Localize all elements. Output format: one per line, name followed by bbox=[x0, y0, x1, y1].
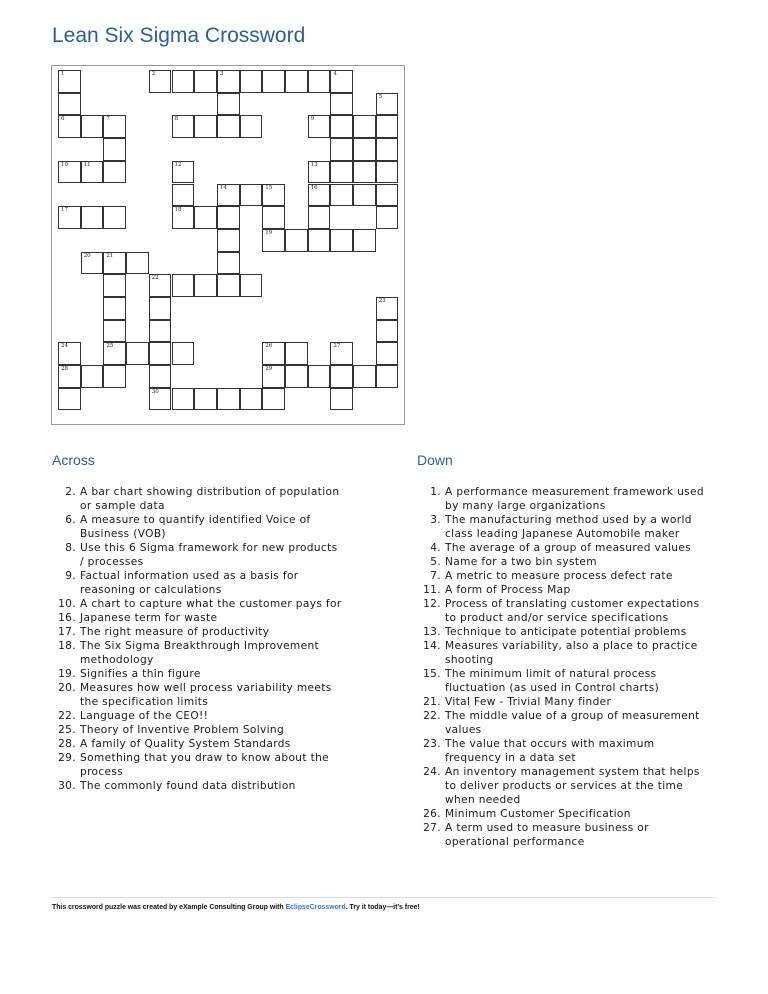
clue-text: Measures how well process variability meets bbox=[80, 682, 332, 694]
down-clue bbox=[417, 485, 717, 513]
grid-cell[interactable] bbox=[172, 70, 195, 93]
grid-cell[interactable] bbox=[172, 184, 195, 207]
clue-text: Factual information used as a basis for bbox=[80, 570, 299, 582]
grid-cell[interactable] bbox=[376, 93, 399, 116]
clue-text: The commonly found data distribution bbox=[80, 780, 296, 792]
grid-cell[interactable] bbox=[58, 70, 81, 93]
clue-number: 12. bbox=[423, 598, 441, 610]
grid-cell[interactable] bbox=[376, 206, 399, 229]
footer-credit bbox=[52, 904, 420, 911]
cell-number: 28 bbox=[61, 366, 68, 373]
footer-suffix: . Try it today—it’s free! bbox=[345, 904, 420, 911]
clue-text: Technique to anticipate potential problems bbox=[445, 626, 687, 638]
clue-number: 15. bbox=[423, 668, 441, 680]
across-heading: Across bbox=[52, 452, 95, 468]
cell-number: 9 bbox=[310, 116, 315, 123]
grid-cell[interactable] bbox=[353, 365, 376, 388]
grid-cell[interactable] bbox=[330, 229, 353, 252]
cell-number: 3 bbox=[219, 71, 224, 77]
across-clue bbox=[52, 751, 402, 779]
across-clue bbox=[52, 639, 402, 667]
clue-number: 27. bbox=[423, 822, 441, 834]
footer-prefix: This crossword puzzle was created by eXample Consulting Group with bbox=[52, 904, 286, 911]
grid-cell[interactable] bbox=[353, 229, 376, 252]
grid-cell[interactable] bbox=[58, 342, 81, 365]
across-clue bbox=[52, 611, 402, 625]
cell-number: 2 bbox=[151, 71, 156, 77]
grid-cell[interactable] bbox=[262, 229, 285, 252]
page-title: Lean Six Sigma Crossword bbox=[52, 24, 306, 47]
grid-cell[interactable] bbox=[330, 138, 353, 161]
grid-cell[interactable] bbox=[353, 184, 376, 207]
down-clue bbox=[417, 737, 717, 765]
grid-cell[interactable] bbox=[103, 274, 126, 297]
grid-cell[interactable] bbox=[172, 115, 195, 138]
grid-cell[interactable] bbox=[330, 93, 353, 116]
clue-text: the specification limits bbox=[80, 696, 209, 708]
grid-cell[interactable] bbox=[149, 388, 172, 411]
clue-text: methodology bbox=[80, 654, 154, 666]
down-heading: Down bbox=[417, 452, 453, 468]
cell-number: 21 bbox=[106, 252, 114, 259]
clue-text: Use this 6 Sigma framework for new products bbox=[80, 542, 338, 554]
grid-cell[interactable] bbox=[330, 365, 353, 388]
grid-cell[interactable] bbox=[172, 388, 195, 411]
grid-cell[interactable] bbox=[330, 115, 353, 138]
footer-divider bbox=[51, 897, 716, 898]
clue-number: 20. bbox=[58, 682, 76, 694]
down-clue bbox=[417, 667, 717, 695]
grid-cell[interactable] bbox=[262, 184, 285, 207]
grid-cell[interactable] bbox=[81, 161, 104, 184]
clue-number: 9. bbox=[65, 570, 76, 582]
grid-cell[interactable] bbox=[240, 70, 263, 93]
clue-text: operational performance bbox=[445, 836, 585, 848]
grid-cell[interactable] bbox=[376, 320, 399, 343]
grid-cell[interactable] bbox=[103, 138, 126, 161]
cell-number: 1 bbox=[61, 71, 65, 77]
cell-number: 25 bbox=[106, 343, 114, 350]
down-clue bbox=[417, 807, 717, 821]
clue-text: A family of Quality System Standards bbox=[80, 738, 291, 750]
clue-number: 30. bbox=[58, 780, 76, 792]
grid-cell[interactable] bbox=[103, 206, 126, 229]
grid-cell[interactable] bbox=[308, 70, 331, 93]
grid-cell[interactable] bbox=[308, 184, 331, 207]
grid-cell[interactable] bbox=[353, 161, 376, 184]
clue-number: 29. bbox=[58, 752, 76, 764]
clue-text: Minimum Customer Specification bbox=[445, 808, 631, 820]
grid-cell[interactable] bbox=[330, 184, 353, 207]
grid-cell[interactable] bbox=[103, 252, 126, 275]
clue-number: 10. bbox=[58, 598, 76, 610]
grid-cell[interactable] bbox=[330, 161, 353, 184]
down-clue bbox=[417, 639, 717, 667]
cell-number: 22 bbox=[151, 275, 159, 282]
grid-cell[interactable] bbox=[58, 115, 81, 138]
grid-cell[interactable] bbox=[262, 342, 285, 365]
clue-text: Business (VOB) bbox=[80, 528, 166, 540]
clue-text: The minimum limit of natural process bbox=[445, 668, 657, 680]
clue-number: 8. bbox=[65, 542, 76, 554]
grid-cell[interactable] bbox=[81, 252, 104, 275]
grid-cell[interactable] bbox=[262, 365, 285, 388]
clue-number: 6. bbox=[65, 514, 76, 526]
across-clue bbox=[52, 541, 402, 569]
clue-number: 2. bbox=[65, 486, 76, 498]
cell-number: 18 bbox=[174, 207, 182, 214]
clue-number: 22. bbox=[423, 710, 441, 722]
clue-number: 13. bbox=[423, 626, 441, 638]
grid-cell[interactable] bbox=[240, 388, 263, 411]
grid-cell[interactable] bbox=[217, 70, 240, 93]
grid-cell[interactable] bbox=[262, 388, 285, 411]
clue-text: by many large organizations bbox=[445, 500, 606, 512]
clue-text: Theory of Inventive Problem Solving bbox=[80, 724, 285, 736]
clue-number: 14. bbox=[423, 640, 441, 652]
cell-number: 13 bbox=[310, 161, 318, 168]
clue-number: 28. bbox=[58, 738, 76, 750]
clue-text: shooting bbox=[445, 654, 494, 666]
across-clue bbox=[52, 737, 402, 751]
clue-number: 19. bbox=[58, 668, 76, 680]
grid-cell[interactable] bbox=[217, 206, 240, 229]
grid-cell[interactable] bbox=[217, 388, 240, 411]
grid-cell[interactable] bbox=[308, 115, 331, 138]
clue-text: The manufacturing method used by a world bbox=[445, 514, 692, 526]
grid-cell[interactable] bbox=[353, 115, 376, 138]
cell-number: 29 bbox=[265, 366, 273, 373]
clue-text: to deliver products or services at the time bbox=[445, 780, 684, 792]
cell-number: 26 bbox=[265, 343, 273, 350]
grid-cell[interactable] bbox=[172, 274, 195, 297]
clue-number: 16. bbox=[58, 612, 76, 624]
clue-text: class leading Japanese Automobile maker bbox=[445, 528, 680, 540]
grid-cell[interactable] bbox=[217, 93, 240, 116]
clue-number: 24. bbox=[423, 766, 441, 778]
cell-number: 12 bbox=[174, 161, 182, 168]
grid-cell[interactable] bbox=[330, 342, 353, 365]
down-clue bbox=[417, 541, 717, 555]
clue-number: 18. bbox=[58, 640, 76, 652]
across-clue bbox=[52, 709, 402, 723]
across-clue-list bbox=[52, 485, 402, 793]
cell-number: 30 bbox=[151, 388, 159, 395]
grid-cell[interactable] bbox=[376, 138, 399, 161]
down-clue bbox=[417, 583, 717, 597]
grid-cell[interactable] bbox=[149, 297, 172, 320]
clue-text: process bbox=[80, 766, 124, 778]
grid-cell[interactable] bbox=[81, 206, 104, 229]
grid-cell[interactable] bbox=[172, 342, 195, 365]
clue-number: 11. bbox=[423, 584, 441, 596]
grid-cell[interactable] bbox=[376, 342, 399, 365]
clue-number: 17. bbox=[58, 626, 76, 638]
across-clue bbox=[52, 597, 402, 611]
down-clue bbox=[417, 513, 717, 541]
grid-cell[interactable] bbox=[58, 365, 81, 388]
across-clue bbox=[52, 513, 402, 541]
clue-text: Signifies a thin figure bbox=[80, 668, 201, 680]
grid-cell[interactable] bbox=[126, 252, 149, 275]
grid-cell[interactable] bbox=[376, 297, 399, 320]
clue-text: Name for a two bin system bbox=[445, 556, 597, 568]
grid-cell[interactable] bbox=[194, 70, 217, 93]
grid-cell[interactable] bbox=[149, 274, 172, 297]
grid-cell[interactable] bbox=[58, 93, 81, 116]
clue-text: or sample data bbox=[80, 500, 165, 512]
grid-cell[interactable] bbox=[353, 138, 376, 161]
grid-cell[interactable] bbox=[81, 365, 104, 388]
down-clue bbox=[417, 569, 717, 583]
grid-cell[interactable] bbox=[172, 161, 195, 184]
clue-number: 23. bbox=[423, 738, 441, 750]
clue-text: Vital Few - Trivial Many finder bbox=[445, 696, 612, 708]
cell-number: 17 bbox=[61, 207, 68, 214]
grid-cell[interactable] bbox=[240, 274, 263, 297]
clue-number: 4. bbox=[430, 542, 441, 554]
grid-cell[interactable] bbox=[81, 115, 104, 138]
grid-cell[interactable] bbox=[149, 342, 172, 365]
across-clue bbox=[52, 779, 402, 793]
down-clue bbox=[417, 625, 717, 639]
clue-text: Measures variability, also a place to practice bbox=[445, 640, 698, 652]
clue-text: A term used to measure business or bbox=[445, 822, 649, 834]
clue-number: 7. bbox=[430, 570, 441, 582]
cell-number: 10 bbox=[61, 161, 68, 168]
across-clue bbox=[52, 723, 402, 737]
grid-cell[interactable] bbox=[376, 115, 399, 138]
grid-cell[interactable] bbox=[172, 206, 195, 229]
grid-cell[interactable] bbox=[217, 115, 240, 138]
clue-text: The middle value of a group of measurement bbox=[445, 710, 700, 722]
grid-cell[interactable] bbox=[330, 70, 353, 93]
clue-text: A form of Process Map bbox=[445, 584, 571, 596]
clue-number: 21. bbox=[423, 696, 441, 708]
grid-cell[interactable] bbox=[262, 206, 285, 229]
clue-number: 25. bbox=[58, 724, 76, 736]
cell-number: 15 bbox=[265, 184, 273, 191]
grid-cell[interactable] bbox=[240, 115, 263, 138]
cell-number: 27 bbox=[333, 343, 341, 350]
clue-text: Japanese term for waste bbox=[80, 612, 218, 624]
grid-cell[interactable] bbox=[194, 388, 217, 411]
cell-number: 23 bbox=[378, 298, 386, 304]
clue-text: A metric to measure process defect rate bbox=[445, 570, 673, 582]
grid-cell[interactable] bbox=[217, 274, 240, 297]
grid-cell[interactable] bbox=[58, 388, 81, 411]
down-clue bbox=[417, 765, 717, 807]
grid-cell[interactable] bbox=[103, 365, 126, 388]
grid-cell[interactable] bbox=[149, 365, 172, 388]
grid-cell[interactable] bbox=[308, 161, 331, 184]
grid-cell[interactable] bbox=[285, 342, 308, 365]
down-clue bbox=[417, 821, 717, 849]
clue-text: The Six Sigma Breakthrough Improvement bbox=[80, 640, 320, 652]
clue-number: 3. bbox=[430, 514, 441, 526]
grid-cell[interactable] bbox=[103, 297, 126, 320]
clue-text: frequency in a data set bbox=[445, 752, 576, 764]
clue-text: The average of a group of measured values bbox=[445, 542, 692, 554]
cell-number: 16 bbox=[310, 184, 318, 191]
grid-cell[interactable] bbox=[240, 184, 263, 207]
grid-cell[interactable] bbox=[217, 184, 240, 207]
grid-cell[interactable] bbox=[103, 320, 126, 343]
grid-cell[interactable] bbox=[217, 252, 240, 275]
grid-cell[interactable] bbox=[149, 70, 172, 93]
down-clue bbox=[417, 555, 717, 569]
clue-text: An inventory management system that helps bbox=[445, 766, 700, 778]
clue-number: 5. bbox=[430, 556, 441, 568]
clue-text: Process of translating customer expectations bbox=[445, 598, 700, 610]
cell-number: 11 bbox=[83, 161, 91, 168]
cell-number: 14 bbox=[219, 184, 227, 191]
down-clue bbox=[417, 597, 717, 625]
down-clue bbox=[417, 695, 717, 709]
grid-cell[interactable] bbox=[58, 161, 81, 184]
grid-cell[interactable] bbox=[262, 70, 285, 93]
clue-text: Something that you draw to know about the bbox=[80, 752, 330, 764]
clue-number: 1. bbox=[430, 486, 441, 498]
grid-cell[interactable] bbox=[149, 320, 172, 343]
clue-text: A measure to quantify identified Voice of bbox=[80, 514, 311, 526]
clue-number: 26. bbox=[423, 808, 441, 820]
clue-number: 22. bbox=[58, 710, 76, 722]
grid-cell[interactable] bbox=[217, 229, 240, 252]
grid-cell[interactable] bbox=[376, 365, 399, 388]
grid-cell[interactable] bbox=[285, 365, 308, 388]
clue-text: The right measure of productivity bbox=[80, 626, 270, 638]
down-clue-list bbox=[417, 485, 717, 849]
grid-cell[interactable] bbox=[103, 161, 126, 184]
cell-number: 24 bbox=[61, 343, 68, 350]
across-clue bbox=[52, 485, 402, 513]
across-clue bbox=[52, 625, 402, 639]
clue-text: fluctuation (as used in Control charts) bbox=[445, 682, 660, 694]
eclipsecrossword-link[interactable]: EclipseCrossword bbox=[285, 904, 346, 911]
grid-cell[interactable] bbox=[308, 365, 331, 388]
grid-cell[interactable] bbox=[194, 115, 217, 138]
cell-number: 6 bbox=[61, 116, 65, 123]
clue-text: values bbox=[445, 724, 482, 736]
clue-text: / processes bbox=[80, 556, 144, 568]
clue-text: The value that occurs with maximum bbox=[445, 738, 655, 750]
clue-text: A performance measurement framework used bbox=[445, 486, 704, 498]
clue-text: A chart to capture what the customer pays for bbox=[80, 598, 342, 610]
across-clue bbox=[52, 667, 402, 681]
grid-cell[interactable] bbox=[308, 229, 331, 252]
grid-cell[interactable] bbox=[330, 388, 353, 411]
grid-cell[interactable] bbox=[285, 229, 308, 252]
clue-text: reasoning or calculations bbox=[80, 584, 222, 596]
clue-text: to product and/or service specifications bbox=[445, 612, 669, 624]
grid-cell[interactable] bbox=[308, 206, 331, 229]
cell-number: 19 bbox=[265, 229, 273, 236]
grid-cell[interactable] bbox=[376, 184, 399, 207]
cell-number: 5 bbox=[378, 93, 383, 100]
grid-cell[interactable] bbox=[194, 274, 217, 297]
grid-cell[interactable] bbox=[58, 206, 81, 229]
grid-cell[interactable] bbox=[103, 342, 126, 365]
cell-number: 7 bbox=[106, 116, 110, 123]
cell-number: 8 bbox=[174, 116, 178, 123]
grid-cell[interactable] bbox=[285, 70, 308, 93]
clue-text: when needed bbox=[445, 794, 521, 806]
grid-cell[interactable] bbox=[194, 206, 217, 229]
grid-cell[interactable] bbox=[376, 161, 399, 184]
cell-number: 20 bbox=[83, 252, 91, 259]
clue-text: A bar chart showing distribution of population bbox=[80, 486, 340, 498]
down-clue bbox=[417, 709, 717, 737]
clue-text: Language of the CEO!! bbox=[80, 710, 209, 722]
across-clue bbox=[52, 681, 402, 709]
cell-number: 4 bbox=[333, 71, 337, 77]
grid-cell[interactable] bbox=[126, 342, 149, 365]
grid-cell[interactable] bbox=[103, 115, 126, 138]
across-clue bbox=[52, 569, 402, 597]
